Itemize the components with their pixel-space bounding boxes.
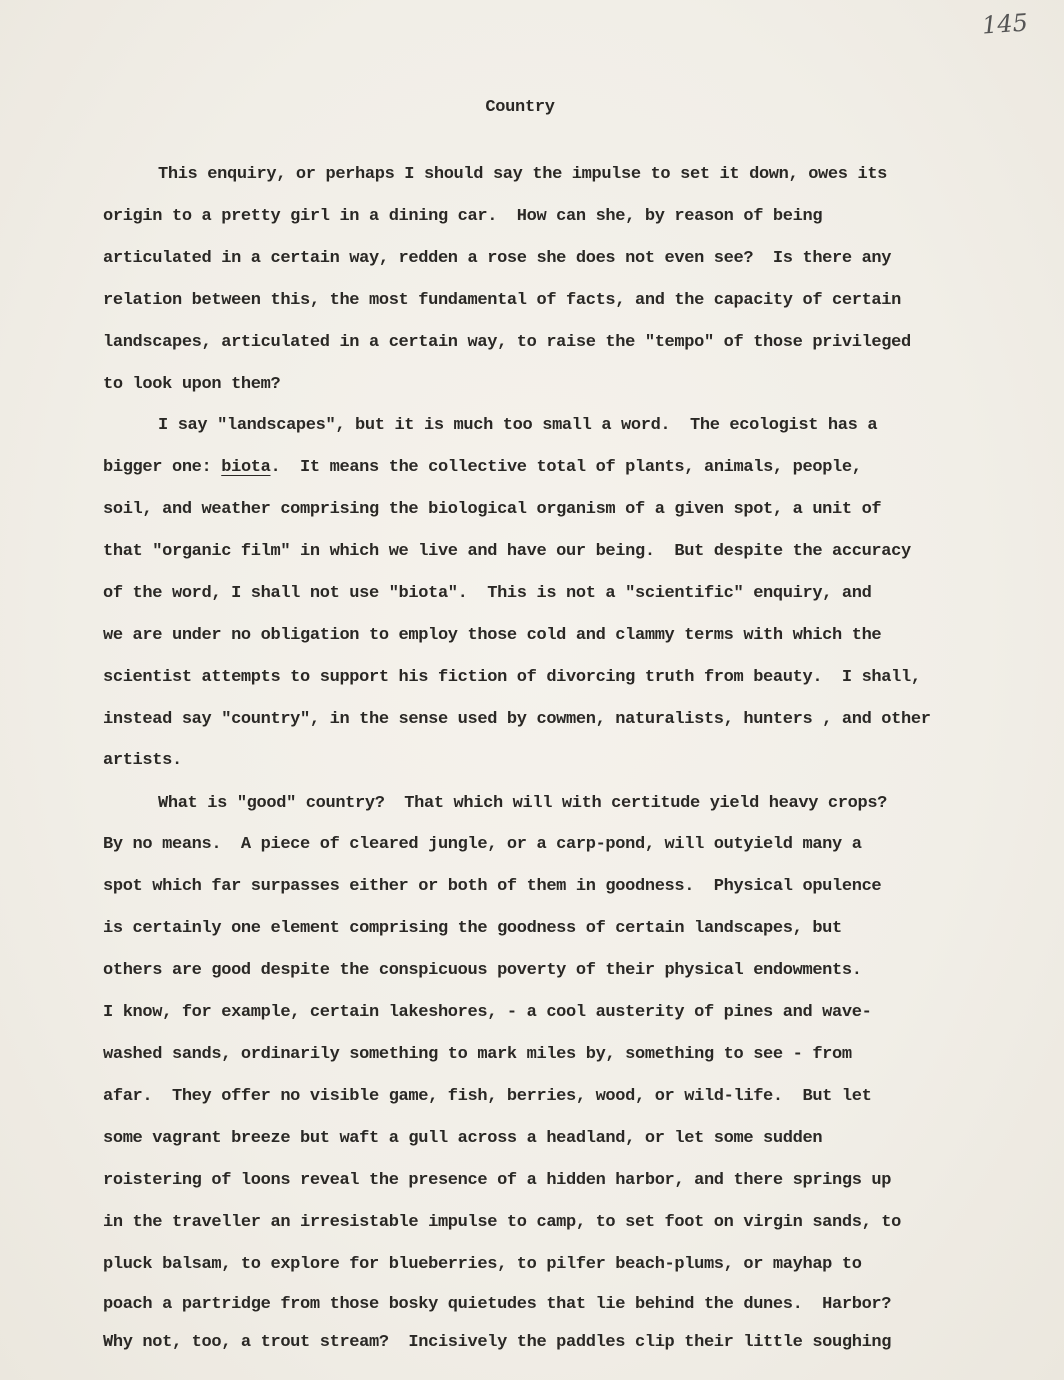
text-line: By no means. A piece of cleared jungle, or a carp-pond, will outyield many a (103, 835, 862, 854)
text-line: I know, for example, certain lakeshores, - a cool austerity of pines and wave- (103, 1003, 872, 1022)
text-line: roistering of loons reveal the presence of a hidden harbor, and there springs up (103, 1171, 892, 1190)
text-fragment: . It means the collective total of plants, animals, people, (270, 458, 862, 477)
page-title: Country (485, 98, 555, 117)
text-line: origin to a pretty girl in a dining car. How can she, by reason of being (103, 207, 823, 226)
text-line: What is "good" country? That which will with certitude yield heavy crops? (158, 794, 888, 813)
underlined-term: biota (221, 458, 271, 477)
text-line: that "organic film" in which we live and have our being. But despite the accuracy (103, 542, 911, 561)
text-line: spot which far surpasses either or both of them in goodness. Physical opulence (103, 877, 882, 896)
text-line: afar. They offer no visible game, fish, berries, wood, or wild-life. But let (103, 1087, 872, 1106)
text-line (103, 457, 862, 479)
text-line: Why not, too, a trout stream? Incisively the paddles clip their little soughing (103, 1333, 892, 1352)
text-line: This enquiry, or perhaps I should say the impulse to set it down, owes its (158, 165, 888, 184)
text-line: pluck balsam, to explore for blueberries, to pilfer beach-plums, or mayhap to (103, 1255, 862, 1274)
text-line: articulated in a certain way, redden a rose she does not even see? Is there any (103, 249, 892, 268)
text-line: of the word, I shall not use "biota". This is not a "scientific" enquiry, and (103, 584, 872, 603)
text-line: instead say "country", in the sense used by cowmen, naturalists, hunters , and other (103, 710, 931, 729)
text-line: soil, and weather comprising the biological organism of a given spot, a unit of (103, 500, 882, 519)
text-fragment: bigger one: (103, 458, 222, 477)
text-line: poach a partridge from those bosky quietudes that lie behind the dunes. Harbor? (103, 1295, 892, 1314)
text-line: artists. (103, 751, 182, 770)
text-line: relation between this, the most fundamental of facts, and the capacity of certain (103, 291, 901, 310)
text-line: in the traveller an irresistable impulse to camp, to set foot on virgin sands, to (103, 1213, 901, 1232)
text-line: is certainly one element comprising the goodness of certain landscapes, but (103, 919, 842, 938)
text-line: others are good despite the conspicuous poverty of their physical endowments. (103, 961, 862, 980)
text-line: some vagrant breeze but waft a gull across a headland, or let some sudden (103, 1129, 823, 1148)
text-line: to look upon them? (103, 375, 281, 394)
text-line: I say "landscapes", but it is much too small a word. The ecologist has a (158, 416, 878, 435)
text-line: we are under no obligation to employ those cold and clammy terms with which the (103, 626, 882, 645)
text-line: washed sands, ordinarily something to mark miles by, something to see - from (103, 1045, 852, 1064)
page-number: 145 (981, 8, 1029, 40)
text-line: scientist attempts to support his fiction of divorcing truth from beauty. I shall, (103, 668, 921, 687)
text-line: landscapes, articulated in a certain way, to raise the "tempo" of those privileged (103, 333, 911, 352)
